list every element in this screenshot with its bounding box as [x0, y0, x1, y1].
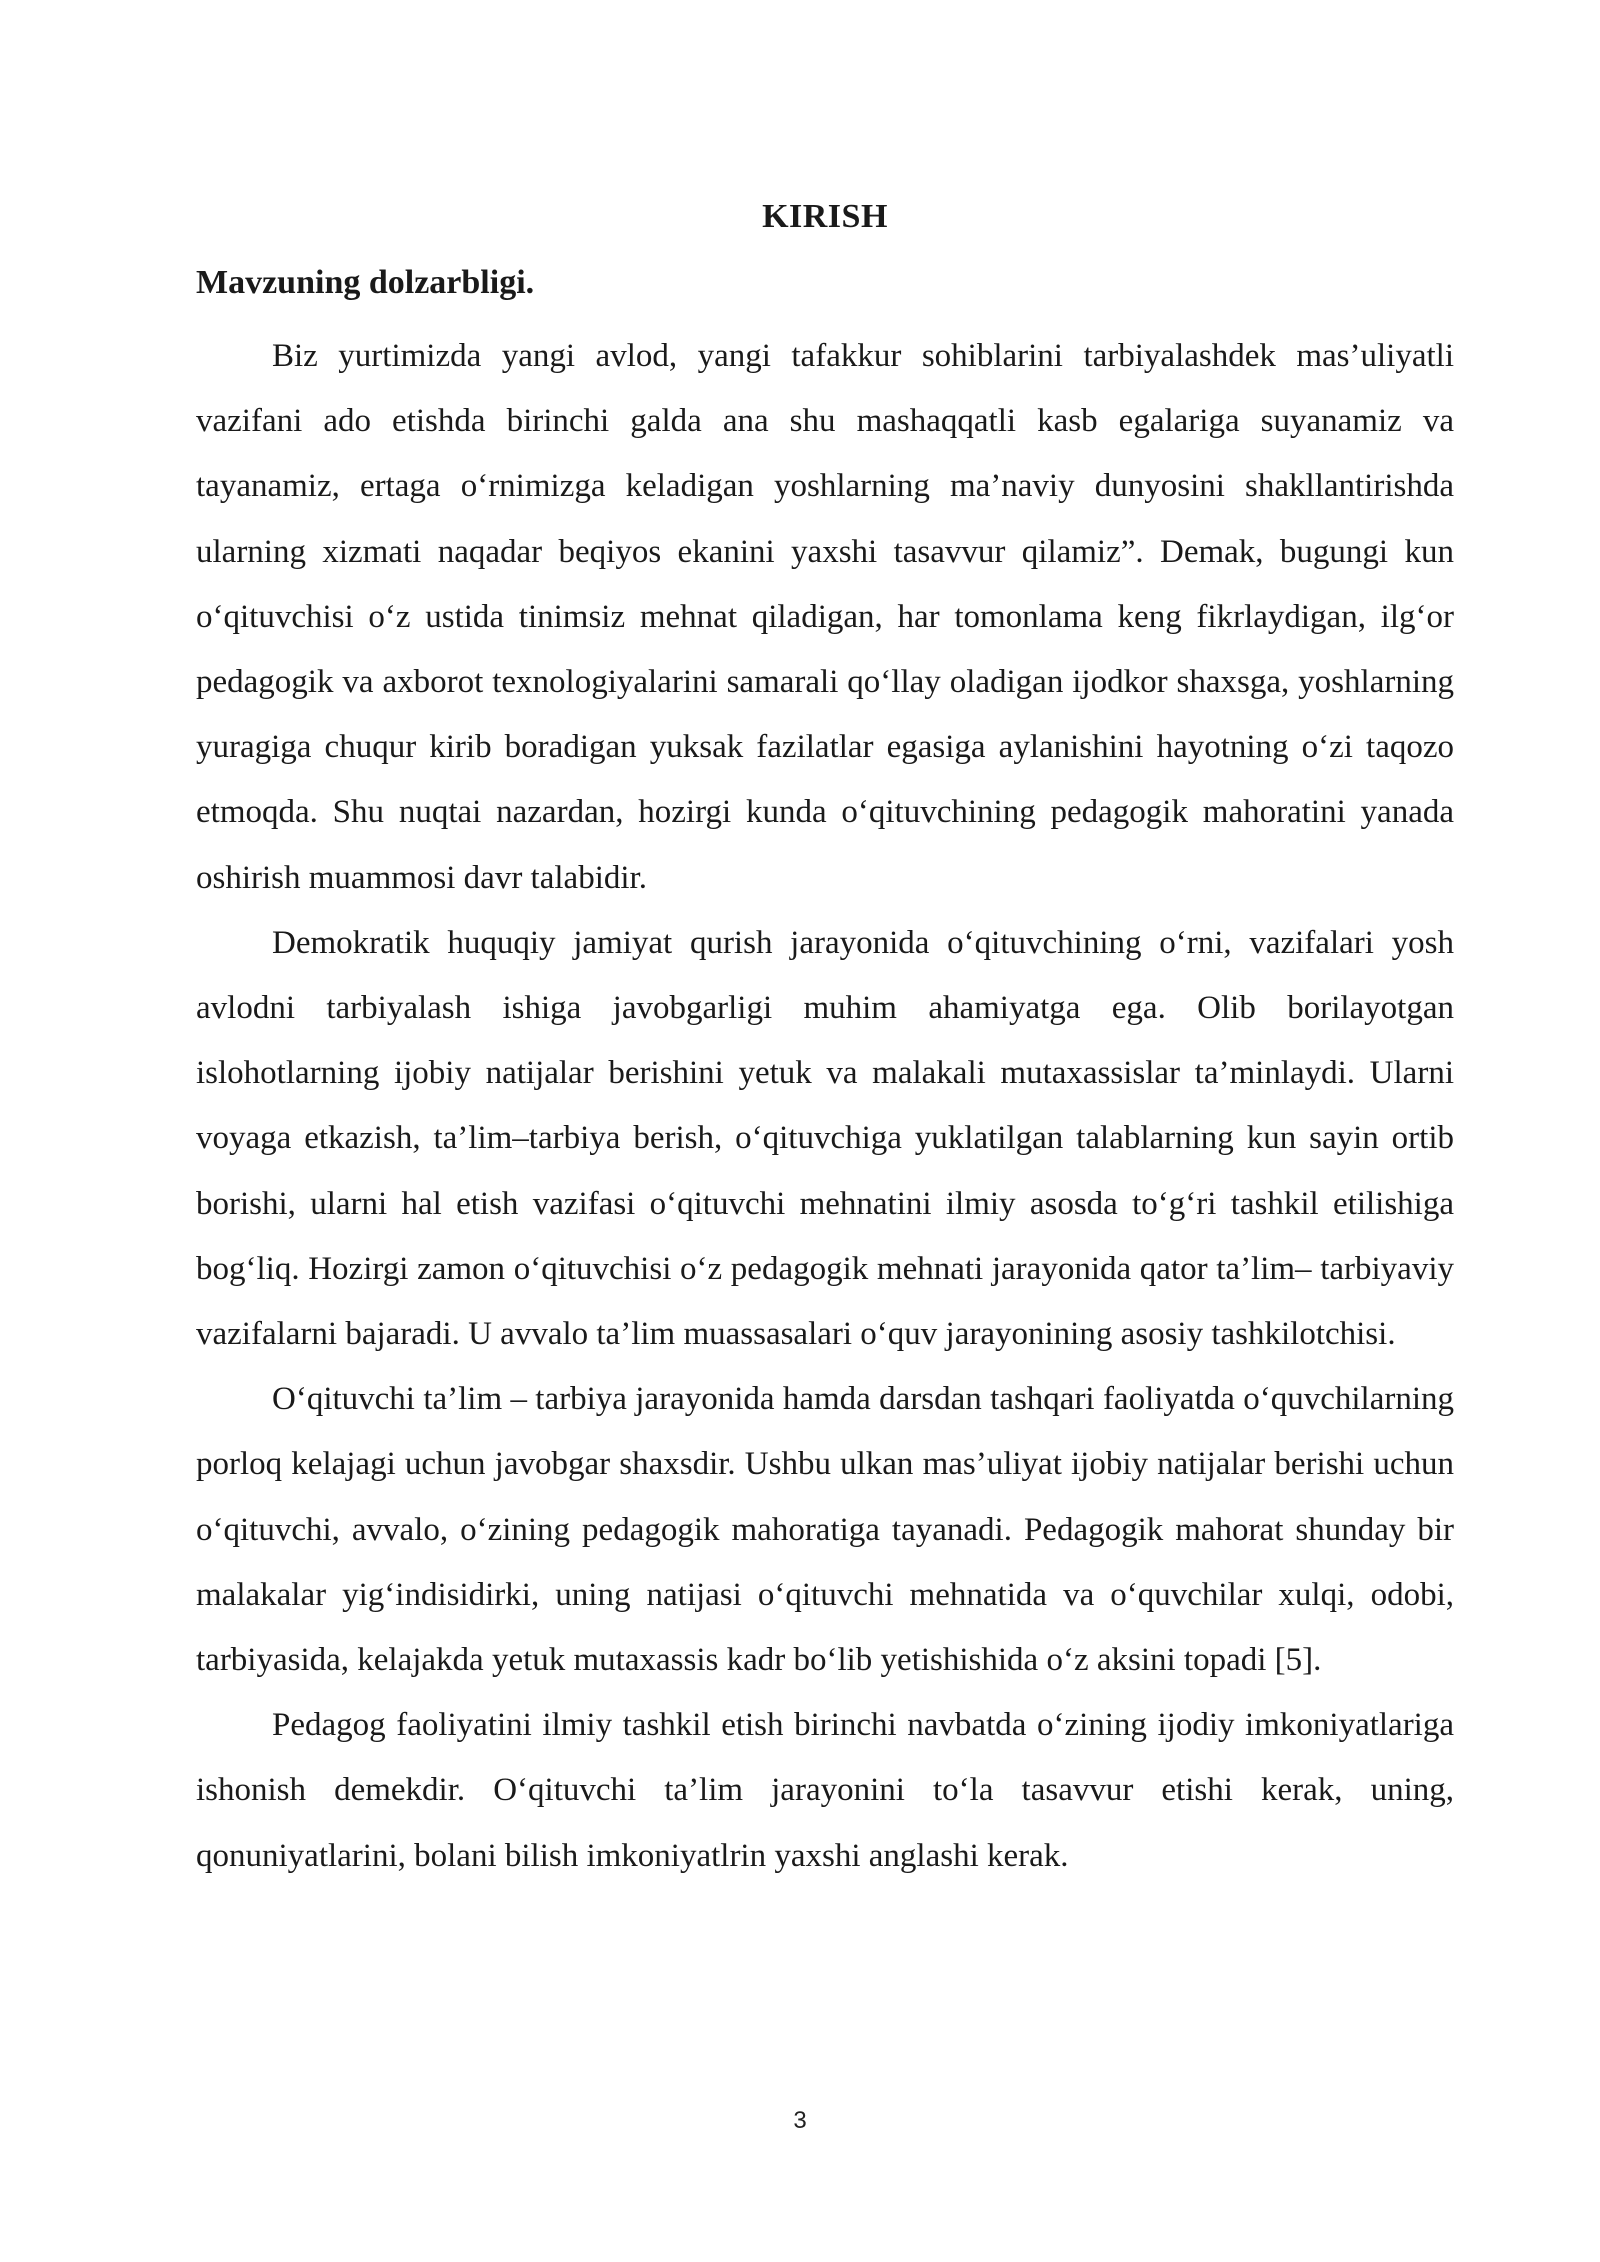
paragraph: Demokratik huquqiy jamiyat qurish jarayonida o‘qituvchining o‘rni, vazifalari yosh avlodni tarbiyalash ishiga javobgarligi muhim ahamiyatga ega. Olib borilayotgan islohotlarning ijobiy natijalar berishini yetuk va malakali mutaxassislar ta’minlaydi. Ularni voyaga etkazish, ta’lim–tarbiya berish, o‘qituvchiga yuklatilgan talablarning kun sayin ortib borishi, ularni hal etish vazifasi o‘qituvchi mehnatini ilmiy asosda to‘g‘ri tashkil etilishiga bog‘liq. Hozirgi zamon o‘qituvchisi o‘z pedagogik mehnati jarayonida qator ta’lim– tarbiyaviy vazifalarni bajaradi. U avvalo ta’lim muassasalari o‘quv jarayonining asosiy tashkilotchisi.	[196, 924, 1454, 1353]
page-number: 3	[793, 2107, 807, 2134]
page-content	[196, 192, 1454, 1889]
paragraph: O‘qituvchi ta’lim – tarbiya jarayonida hamda darsdan tashqari faoliyatda o‘quvchilarning porloq kelajagi uchun javobgar shaxsdir. Ushbu ulkan mas’uliyat ijobiy natijalar berishi uchun o‘qituvchi, avvalo, o‘zining pedagogik mahoratiga tayanadi. Pedagogik mahorat shunday bir malakalar yig‘indisidirki, uning natijasi o‘qituvchi mehnatida va o‘quvchilar xulqi, odobi, tarbiyasida, kelajakda yetuk mutaxassis kadr bo‘lib yetishishida o‘z aksini topadi [5].	[196, 1381, 1454, 1679]
section-heading: Mavzuning dolzarbligi.	[196, 264, 535, 301]
paragraph: Pedagog faoliyatini ilmiy tashkil etish birinchi navbatda o‘zining ijodiy imkoniyatlariga ishonish demekdir. O‘qituvchi ta’lim jarayonini to‘la tasavvur etishi kerak, uning, qonuniyatlarini, bolani bilish imkoniyatlrin yaxshi anglashi kerak.	[196, 1707, 1454, 1874]
paragraph: Biz yurtimizda yangi avlod, yangi tafakkur sohiblarini tarbiyalashdek mas’uliyatli vazifani ado etishda birinchi galda ana shu mashaqqatli kasb egalariga suyanamiz va tayanamiz, ertaga o‘rnimizga keladigan yoshlarning ma’naviy dunyosini shakllantirishda ularning xizmati naqadar beqiyos ekanini yaxshi tasavvur qilamiz”. Demak, bugungi kun o‘qituvchisi o‘z ustida tinimsiz mehnat qiladigan, har tomonlama keng fikrlaydigan, ilg‘or pedagogik va axborot texnologiyalarini samarali qo‘llay oladigan ijodkor shaxsga, yoshlarning yuragiga chuqur kirib boradigan yuksak fazilatlar egasiga aylanishini hayotning o‘zi taqozo etmoqda. Shu nuqtai nazardan, hozirgi kunda o‘qituvchining pedagogik mahoratini yanada oshirish muammosi davr talabidir.	[196, 338, 1454, 896]
page-title: KIRISH	[762, 198, 888, 235]
